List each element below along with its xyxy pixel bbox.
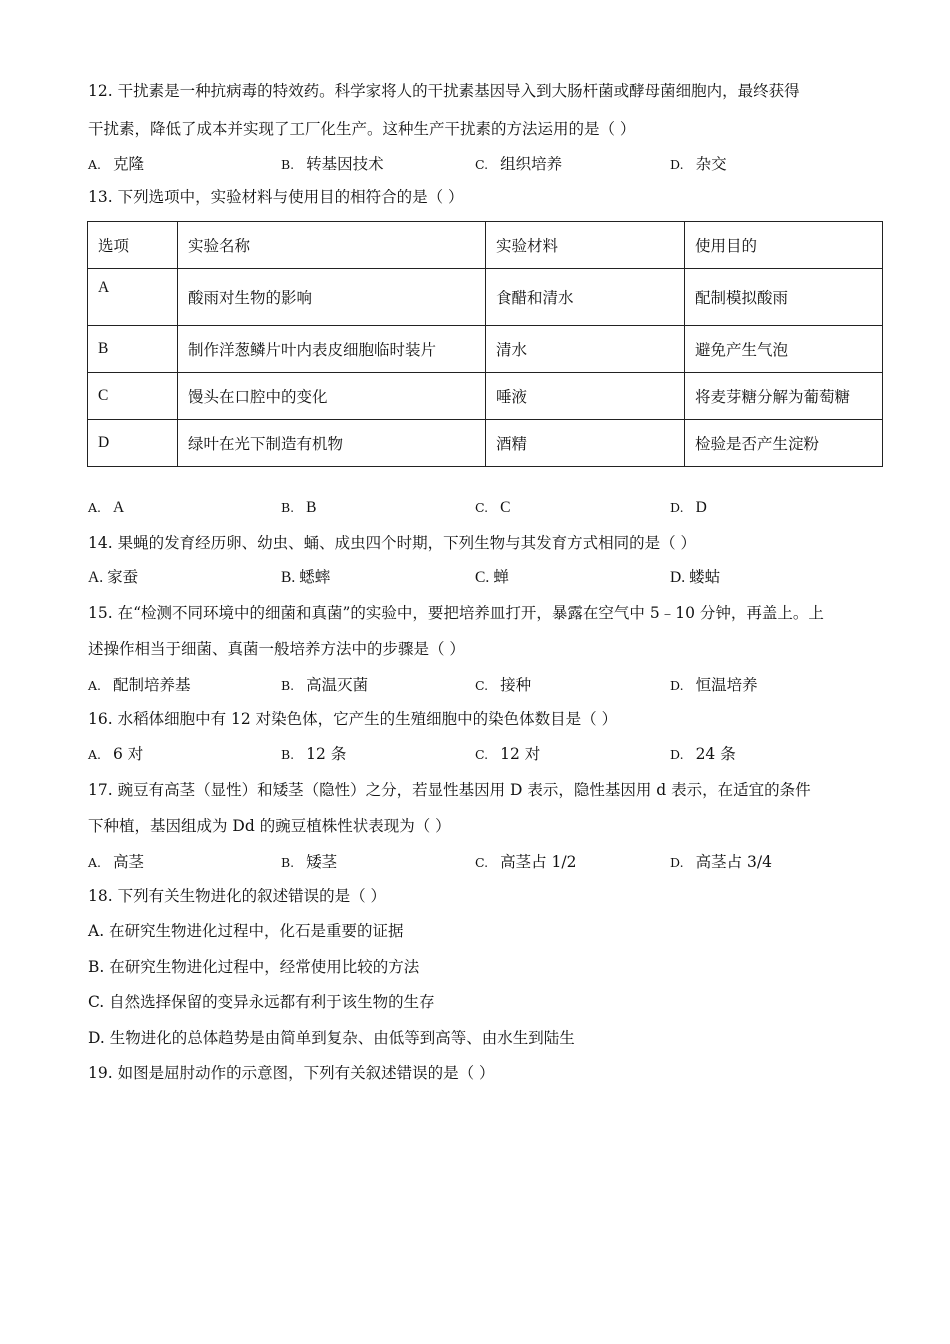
q17-options xyxy=(88,852,888,874)
table-row xyxy=(88,326,883,373)
q17-option-d: D. 高茎占 3/4 xyxy=(670,853,772,871)
q17-option-c: C. 高茎占 1/2 xyxy=(475,853,577,871)
q15-option-c: C. 接种 xyxy=(475,676,532,694)
table-header-cell: 实验名称 xyxy=(178,222,486,269)
table-cell: 馒头在口腔中的变化 xyxy=(178,373,486,420)
q18-option-a: A. 在研究生物进化过程中，化石是重要的证据 xyxy=(88,922,404,940)
table-cell: C xyxy=(88,373,178,420)
table-header-cell: 实验材料 xyxy=(486,222,685,269)
q13-option-b: B. B xyxy=(281,499,317,516)
table-header-cell: 选项 xyxy=(88,222,178,269)
q16-options xyxy=(88,744,888,766)
q16-option-c: C. 12 对 xyxy=(475,745,541,763)
q17-option-b: B. 矮茎 xyxy=(281,853,338,871)
q13-table xyxy=(87,221,883,467)
q14-option-c: C. 蝉 xyxy=(475,568,509,586)
q18-stem: 18. 下列有关生物进化的叙述错误的是（ ） xyxy=(88,887,387,905)
q13-option-a: A. A xyxy=(88,499,125,516)
q13-options xyxy=(88,497,888,519)
q16-option-a: A. 6 对 xyxy=(88,745,144,763)
q18-option-b: B. 在研究生物进化过程中，经常使用比较的方法 xyxy=(88,958,420,976)
q15-stem-line-1: 15. 在“检测不同环境中的细菌和真菌”的实验中，要把培养皿打开，暴露在空气中 5﹣10 分钟，再盖上。上 xyxy=(88,604,824,622)
q13-option-d: D. D xyxy=(670,499,707,516)
q14-stem: 14. 果蝇的发育经历卵、幼虫、蛹、成虫四个时期，下列生物与其发育方式相同的是（ ） xyxy=(88,534,697,552)
q14-option-b: B. 蟋蟀 xyxy=(281,568,331,586)
q17-stem-line-2: 下种植，基因组成为 Dd 的豌豆植株性状表现为（ ） xyxy=(88,817,451,835)
q12-stem-line-1: 12. 干扰素是一种抗病毒的特效药。科学家将人的干扰素基因导入到大肠杆菌或酵母菌细胞内，最终获得 xyxy=(88,82,800,100)
q17-stem-line-1: 17. 豌豆有高茎（显性）和矮茎（隐性）之分，若显性基因用 D 表示，隐性基因用 d 表示，在适宜的条件 xyxy=(88,781,811,799)
table-row xyxy=(88,269,883,326)
q13-option-c: C. C xyxy=(475,499,511,516)
q15-option-a: A. 配制培养基 xyxy=(88,676,191,694)
q12-options xyxy=(88,154,888,176)
q17-option-a: A. 高茎 xyxy=(88,853,145,871)
table-row xyxy=(88,420,883,467)
table-cell: 检验是否产生淀粉 xyxy=(685,420,883,467)
table-cell: 配制模拟酸雨 xyxy=(685,269,883,326)
table-cell: A xyxy=(88,269,178,326)
table-cell: D xyxy=(88,420,178,467)
table-cell: 唾液 xyxy=(486,373,685,420)
q12-option-a: A. 克隆 xyxy=(88,155,145,173)
q16-stem: 16. 水稻体细胞中有 12 对染色体，它产生的生殖细胞中的染色体数目是（ ） xyxy=(88,710,618,728)
table-cell: 绿叶在光下制造有机物 xyxy=(178,420,486,467)
q15-option-b: B. 高温灭菌 xyxy=(281,676,369,694)
q16-option-d: D. 24 条 xyxy=(670,745,736,763)
table-cell: 制作洋葱鳞片叶内表皮细胞临时装片 xyxy=(178,326,486,373)
q15-options xyxy=(88,675,888,697)
q13-stem: 13. 下列选项中，实验材料与使用目的相符合的是（ ） xyxy=(88,188,464,206)
q14-option-d: D. 蝼蛄 xyxy=(670,568,721,586)
table-cell: 酒精 xyxy=(486,420,685,467)
q19-stem: 19. 如图是屈肘动作的示意图，下列有关叙述错误的是（ ） xyxy=(88,1064,495,1082)
table-header-row xyxy=(88,222,883,269)
table-cell: 清水 xyxy=(486,326,685,373)
table-cell: 避免产生气泡 xyxy=(685,326,883,373)
q16-option-b: B. 12 条 xyxy=(281,745,347,763)
table-cell: 酸雨对生物的影响 xyxy=(178,269,486,326)
q12-option-b: B. 转基因技术 xyxy=(281,155,384,173)
q18-option-c: C. 自然选择保留的变异永远都有利于该生物的生存 xyxy=(88,993,435,1011)
table-row xyxy=(88,373,883,420)
q12-stem-line-2: 干扰素，降低了成本并实现了工厂化生产。这种生产干扰素的方法运用的是（ ） xyxy=(88,120,636,138)
q15-stem-line-2: 述操作相当于细菌、真菌一般培养方法中的步骤是（ ） xyxy=(88,640,465,658)
table-cell: 食醋和清水 xyxy=(486,269,685,326)
q12-option-d: D. 杂交 xyxy=(670,155,727,173)
q15-option-d: D. 恒温培养 xyxy=(670,676,758,694)
q14-option-a: A. 家蚕 xyxy=(88,568,139,586)
q12-option-c: C. 组织培养 xyxy=(475,155,563,173)
q14-options xyxy=(88,567,888,589)
q18-option-d: D. 生物进化的总体趋势是由简单到复杂、由低等到高等、由水生到陆生 xyxy=(88,1029,575,1047)
table-cell: 将麦芽糖分解为葡萄糖 xyxy=(685,373,883,420)
table-cell: B xyxy=(88,326,178,373)
table-header-cell: 使用目的 xyxy=(685,222,883,269)
